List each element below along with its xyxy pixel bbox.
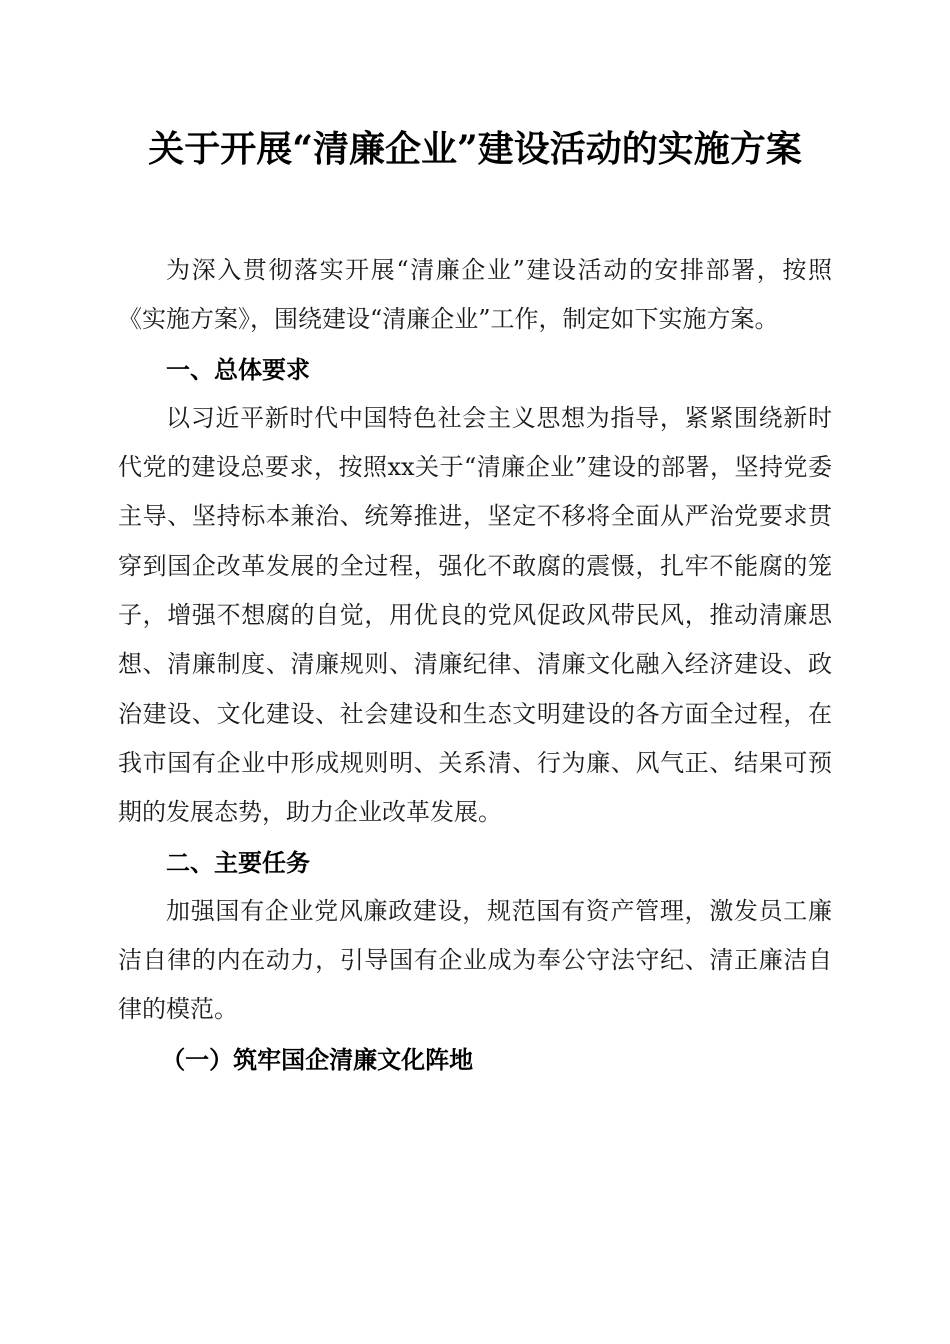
subsection-heading-culture-base: （一）筑牢国企清廉文化阵地: [161, 1044, 474, 1074]
section-heading-main-tasks: 二、主要任务: [166, 847, 310, 877]
document-title: 关于开展“清廉企业”建设活动的实施方案: [148, 128, 802, 170]
section-heading-general-requirements: 一、总体要求: [166, 354, 310, 384]
document-body: [118, 246, 832, 1084]
general-requirements-paragraph: 以习近平新时代中国特色社会主义思想为指导，紧紧围绕新时代党的建设总要求，按照xx关于“清廉企业”建设的部署，坚持党委主导、坚持标本兼治、统筹推进，坚定不移将全面从严治党要求贯穿到国企改革发展的全过程，强化不敢腐的震慑，扎牢不能腐的笼子，增强不想腐的自觉，用优良的党风促政风带民风，推动清廉思想、清廉制度、清廉规则、清廉纪律、清廉文化融入经济建设、政治建设、文化建设、社会建设和生态文明建设的各方面全过程，在我市国有企业中形成规则明、关系清、行为廉、风气正、结果可预期的发展态势，助力企业改革发展。: [118, 403, 832, 827]
intro-paragraph: 为深入贯彻落实开展“清廉企业”建设活动的安排部署，按照《实施方案》，围绕建设“清廉企业”工作，制定如下实施方案。: [118, 256, 832, 334]
main-tasks-paragraph: 加强国有企业党风廉政建设，规范国有资产管理，激发员工廉洁自律的内在动力，引导国有企业成为奉公守法守纪、清正廉洁自律的模范。: [118, 896, 832, 1024]
